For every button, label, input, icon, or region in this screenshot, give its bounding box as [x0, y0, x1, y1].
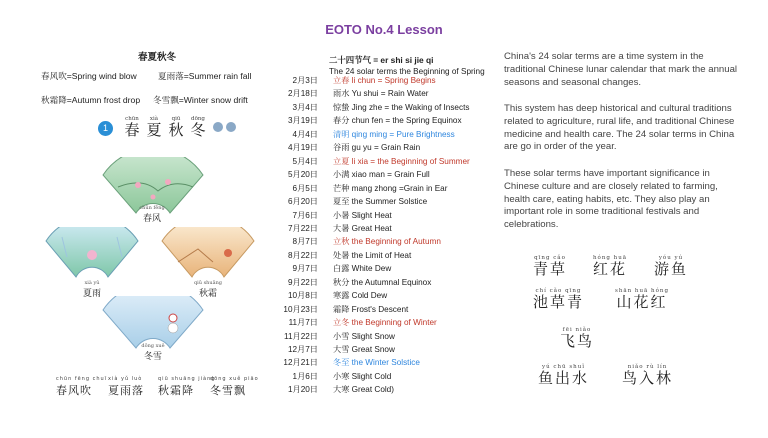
- next-arrow-icon[interactable]: [226, 122, 236, 132]
- term-text: 处暑 the Limit of Heat: [333, 250, 412, 260]
- term-text: 惊蛰 Jing zhe = the Waking of Insects: [333, 102, 470, 112]
- lesson-title-row: [98, 116, 243, 140]
- vocab-spring: 春风吹=Spring wind blow: [41, 71, 137, 81]
- term-date: 5月20日: [287, 170, 318, 180]
- term-date: 9月22日: [287, 277, 318, 287]
- poem-line: fēi niǎo 飞鸟: [560, 327, 595, 350]
- term-text: 春分 chun fen = the Spring Equinox: [333, 116, 462, 126]
- term-date: 4月4日: [292, 129, 318, 139]
- term-date: 11月7日: [288, 318, 318, 328]
- poem-line: yú chū shuǐ 鱼出水: [538, 364, 590, 387]
- term-text: 谷雨 gu yu = Grain Rain: [333, 143, 421, 153]
- term-text: 小满 xiao man = Grain Full: [333, 170, 430, 180]
- poem-line: qīng cǎo 青草: [533, 255, 568, 278]
- term-date: 6月5日: [292, 183, 318, 193]
- term-text: 立冬 the Beginning of Winter: [333, 318, 437, 328]
- term-text: 秋分 the Autumnal Equinox: [333, 277, 432, 287]
- term-text: 清明 qing ming = Pure Brightness: [333, 129, 455, 139]
- term-text: 大雪 Great Snow: [333, 345, 395, 354]
- fan-label-summer: xià yǔ 夏雨: [82, 280, 101, 299]
- fan-label-spring: chūn fēng 春风: [139, 205, 165, 224]
- lesson-char: xià 夏: [146, 116, 162, 139]
- term-text: 大寒 Great Cold): [333, 385, 394, 395]
- term-date: 3月4日: [292, 102, 318, 112]
- fan-label-winter: dōng xuě 冬雪: [141, 343, 165, 362]
- poem-line: niǎo rù lín 鸟入林: [622, 364, 674, 387]
- page-title: EOTO No.4 Lesson: [325, 22, 443, 37]
- term-date: 4月19日: [287, 143, 318, 153]
- term-date: 12月21日: [283, 358, 318, 368]
- solar-terms-subheading: The 24 solar terms the Beginning of Spring: [329, 67, 485, 76]
- poem-line: shān huā hóng 山花红: [615, 288, 669, 311]
- lesson-char: dōng 冬: [190, 116, 206, 139]
- term-text: 寒露 Cold Dew: [333, 291, 388, 301]
- term-date: 8月7日: [292, 237, 318, 247]
- term-date: 2月3日: [292, 76, 318, 85]
- term-text: 夏至 the Summer Solstice: [333, 197, 428, 207]
- term-date: 7月6日: [292, 210, 318, 220]
- term-date: 10月23日: [283, 304, 318, 314]
- left-heading: 春夏秋冬: [138, 52, 177, 63]
- autumn-fan-icon: [158, 227, 258, 287]
- lesson-number-badge: 1: [98, 121, 113, 136]
- prev-arrow-icon[interactable]: [213, 122, 223, 132]
- term-date: 8月22日: [287, 250, 318, 260]
- paragraph: China's 24 solar terms are a time system in the traditional Chinese lunar calendar that mark the annual seasons and seasonal changes.: [504, 51, 738, 88]
- vocab-winter: 冬雪飘=Winter snow drift: [153, 95, 248, 105]
- term-date: 5月4日: [292, 156, 318, 166]
- bottom-phrase: qiū shuāng jiàng 秋霜降: [158, 376, 216, 397]
- term-text: 小暑 Slight Heat: [333, 210, 392, 220]
- poem-line: yóu yú 游鱼: [654, 255, 689, 278]
- term-text: 小寒 Slight Cold: [333, 371, 392, 381]
- term-text: 立秋 the Beginning of Autumn: [333, 237, 441, 247]
- term-text: 立春 li chun = Spring Begins: [333, 76, 436, 85]
- term-date: 10月8日: [287, 291, 318, 301]
- term-text: 立夏 li xia = the Beginning of Summer: [333, 156, 470, 166]
- solar-terms-heading: 二十四节气 = er shi si jie qi: [329, 55, 434, 65]
- term-text: 霜降 Frost's Descent: [333, 304, 409, 314]
- poem-line: hóng huā 红花: [593, 255, 628, 278]
- lesson-char: qiū 秋: [168, 116, 184, 139]
- poem-line: chí cǎo qīng 池草青: [533, 288, 585, 311]
- term-date: 12月7日: [287, 345, 318, 354]
- vocab-summer: 夏雨落=Summer rain fall: [158, 71, 252, 81]
- paragraph: These solar terms have important significance in Chinese culture and are closely related to farming, health care, eating habits, etc. They also play an important role in some traditional festivals and celebrations.: [504, 168, 718, 231]
- summer-fan-icon: [42, 227, 142, 287]
- term-text: 大暑 Great Heat: [333, 223, 392, 233]
- term-text: 白露 White Dew: [333, 264, 392, 274]
- bottom-phrase: dōng xuě piāo 冬雪飘: [210, 376, 259, 397]
- term-date: 1月6日: [292, 371, 318, 381]
- bottom-phrase: xià yǔ luò 夏雨落: [108, 376, 144, 397]
- term-date: 7月22日: [287, 223, 318, 233]
- term-text: 雨水 Yu shui = Rain Water: [333, 89, 429, 99]
- term-date: 11月22日: [284, 331, 318, 341]
- term-date: 1月20日: [287, 385, 318, 395]
- term-date: 9月7日: [292, 264, 318, 274]
- term-text: 芒种 mang zhong =Grain in Ear: [333, 183, 448, 193]
- term-date: 3月19日: [287, 116, 318, 126]
- vocab-autumn: 秋霜降=Autumn frost drop: [41, 95, 141, 105]
- term-text: 小雪 Slight Snow: [333, 331, 395, 341]
- term-date: 6月20日: [287, 197, 318, 207]
- term-date: 2月18日: [287, 89, 318, 99]
- lesson-char: chūn 春: [124, 116, 140, 139]
- fan-label-autumn: qiū shuāng 秋霜: [193, 280, 223, 299]
- bottom-phrase: chūn fēng chuī 春风吹: [56, 376, 108, 397]
- paragraph: This system has deep historical and cultural traditions related to agriculture, rural life, and traditional Chinese medicine and health care. The 24 solar terms in China are go in order of the year.: [504, 103, 735, 153]
- term-text: 冬至 the Winter Solstice: [333, 358, 420, 368]
